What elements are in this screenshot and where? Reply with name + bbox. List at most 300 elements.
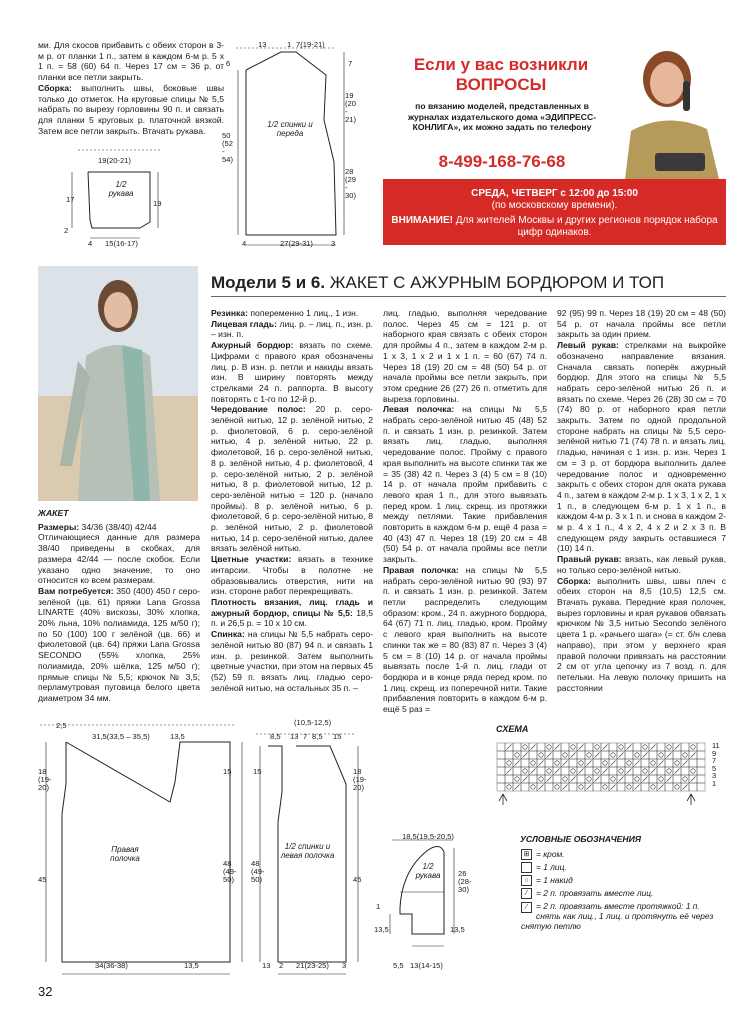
decrease-mark — [539, 785, 544, 790]
schema-cell — [625, 759, 633, 767]
schema-cell — [689, 759, 697, 767]
schema-cell — [673, 751, 681, 759]
bp-right-a: 18 (19- 20) — [353, 767, 367, 792]
schema-cell — [553, 759, 561, 767]
sleeve-pattern-outline — [372, 830, 472, 970]
schema-cell — [521, 743, 529, 751]
schema-cell — [577, 751, 585, 759]
schema-cell — [609, 775, 617, 783]
schema-cell — [649, 759, 657, 767]
back-text: на спицы № 5,5 набрать серо-зелёной нитью 80 (87) 94 п. и связать 1 изн. р. резинкой. Затем выполнить цветные участки, при этом на первых 45 (52) 59 п. вязать лиц. гладью серо-зелёной нитью, на остальных 35 п. – — [211, 629, 373, 693]
decrease-mark — [523, 777, 528, 782]
schema-cell — [681, 743, 689, 751]
schema-cell — [497, 751, 505, 759]
schema-cell — [657, 767, 665, 775]
top-diagram-name: 1/2 спинки и переда — [267, 120, 313, 138]
schema-cell — [585, 767, 593, 775]
rib-text: попеременно 1 лиц., 1 изн. — [248, 308, 359, 318]
left-sleeve-text: стрелками на выкройке обозначено направление вязания. Сначала связать поперёк ажурный бордюр. Для этого на спицы № 5,5 набрать серо-зелёной нитью 26 п. и вязать по схеме. Через 26 (28) 30 см = 70 (74) 80 р. от наборного края петли закрыть. Затем по одной продольной стороне набрать на спицы № 5,5 серо-зелёной нитью 71 (74) 78 п. и вязать лиц. гладью, начиная с 1 изн. р. изн. Через 1 см = 3 р. от бордюра выполнить далее чередование полос и одновременно закрыть с обеих сторон для оката рукава 4 п., затем в каждом 2-м р. 1 х 3, 1 х 2, 1 х 1 п., в следующем 6-м р. 1 х 1 п., в каждом 4-м р. 3 х 1 п. и снова в каждом 2-м р. 4 х 1 п., 4 х 2, 4 х 2 и 2 х 3 п. В следующем ряду закрыть оставшиеся 7 (10) 14 п. — [557, 340, 726, 554]
schema-cell — [657, 743, 665, 751]
schema-cell — [505, 783, 513, 791]
bp-top-b: 8,5 — [270, 732, 281, 741]
rf-bottom-left: 34(36-38) — [95, 961, 128, 970]
rf-left-b: 45 — [38, 875, 47, 884]
column-1 — [38, 508, 200, 704]
ad-operator-photo — [615, 41, 726, 179]
schema-cell — [657, 775, 665, 783]
schema-cell — [561, 767, 569, 775]
decrease-mark — [643, 777, 648, 782]
sizes-text: 34/36 (38/40) 42/44 — [79, 521, 157, 532]
intarsia-label: Цветные участки: — [211, 554, 292, 565]
top-diagram-left-top: 6 — [226, 59, 231, 68]
decrease-mark — [659, 761, 664, 766]
schema-cell — [633, 751, 641, 759]
schema-cell — [665, 743, 673, 751]
bp-right-b: 45 — [353, 875, 362, 884]
schema-cell — [689, 783, 697, 791]
column-3 — [383, 308, 547, 715]
yarn-over-mark — [675, 761, 679, 765]
top-left-paragraph: ми. Для скосов прибавить с обеих сторон в 3-м р. от планки 1 п., затем в каждом 6-м р. 5 х 1 п. = 58 (60) 64 п. Через 17 см = 36 р. от планки все петли закрыть. — [38, 40, 224, 83]
materials-text: 350 (400) 450 г серо-зелёной (цв. 61) пряжи Lana Grossa LINARTE (40% вискозы, 30% хлопка, 20% льна, 10% полиамида, 125 м/50 г); по 50 (100) 100 г зелёной (цв. 66) и фиолетовой (цв. 64) пряжи Lana Grossa SECONDO (55% хлопка, 25% полиамида, 20% шёлка, 125 м/50 г); прямые спицы № 5,5; крючок № 3,5; перламутровая пуговица белого цвета диаметром 34 мм. — [38, 585, 201, 703]
sp-bottom-a: 5,5 — [393, 961, 404, 970]
rf-right-a: 15 — [223, 767, 232, 776]
yarn-over-mark — [539, 777, 543, 781]
schema-cell — [513, 767, 521, 775]
left-front-label: Левая полочка: — [383, 404, 455, 415]
schema-cell — [665, 767, 673, 775]
schema-cell — [521, 783, 529, 791]
yarn-over-mark — [667, 769, 671, 773]
bp-top-c: 13 — [290, 732, 299, 741]
decrease-mark — [555, 745, 560, 750]
top-diagram-shoulder-mid: 1 — [287, 40, 292, 49]
assembly-text: выполнить швы, швы плеч с обеих сторон на 8,5 (10,5) 12,5 см. Втачать рукава. Передние края полочек, вырез горловины и края рукавов обвязать крючком № 3,5 нитью Secondo зелёного цвета 1 р. «рачьего шага» (= ст. б/н слева направо), при этом у верхнего края правой полочки привязать на расстоянии 2 см от угла цепочку из 7 возд. п. для петельки. На левую полочку пришить на расстоянии — [557, 575, 726, 693]
yarn-over-mark — [531, 761, 535, 765]
sleeve-small-small-left: 2 — [64, 226, 69, 235]
schema-cell — [593, 743, 601, 751]
schema-cell — [649, 775, 657, 783]
schema-cell — [553, 775, 561, 783]
yarn-over-mark — [523, 769, 527, 773]
yarn-over-mark — [627, 785, 631, 789]
schema-cell — [561, 743, 569, 751]
decrease-mark — [603, 769, 608, 774]
yarn-over-mark — [683, 777, 687, 781]
yarn-over-mark — [571, 745, 575, 749]
legend-title: УСЛОВНЫЕ ОБОЗНАЧЕНИЯ — [520, 834, 642, 844]
yarn-over-mark — [691, 745, 695, 749]
col3-paragraph: лиц. гладью, выполняя чередование полос. Через 45 см = 121 р. от наборного края связать с обеих сторон для проймы 4 п., затем в каждом 2-м р. 1 х 3, 1 х 2 и 1 х 1 п. = 60 (67) 74 п. Через 18 (19) 20 см = 48 (50) 54 р. от начала проймы все петли закрыть, при этом средние 26 (27) 26 п. отметить для выреза горловины. — [383, 308, 547, 404]
sleeve-small-right: 19 — [153, 199, 162, 208]
stripes-text: 20 р. серо-зелёной нитью, 12 р. зелёной нитью, 2 р. фиолетовой, 6 р. серо-зелёной нитью, 4 р. зелёной нитью, 22 р. фиолетовой, 16 р. серо-зелёной нитью, 8 р. зелёной нитью, 4 р. фиолетовой, 4 р. серо-зелёной нитью, 2 р. зелёной нитью, 8 р. фиолетовой нитью, 12 р. серо-зелёной нитью = 120 р. (начало проймы). 8 р. зелёной нитью, 6 р. фиолетовой, 6 р. серо-зелёной нитью, 8 р. зелёной нитью, 2 р. фиолетовой нитью, 14 р. серо-зелёной нитью, далее вязать зелёной нитью. — [211, 404, 373, 554]
yarn-over-mark — [579, 761, 583, 765]
yarn-over-mark — [547, 769, 551, 773]
sborka-label: Сборка: — [38, 82, 72, 93]
top-diagram-bottom-right: 3 — [331, 239, 336, 248]
intarsia-text: вязать в технике интарсии. Чтобы в полотне не образовывались отверстия, нити на изн. стороне работ перекрещивать. — [211, 554, 373, 597]
top-diagram-left-side: 50 (52 - 54) — [222, 131, 233, 164]
yarn-over-mark — [539, 753, 543, 757]
schema-cell — [633, 775, 641, 783]
schema-cell — [665, 759, 673, 767]
yarn-over-mark — [555, 785, 559, 789]
yarn-over-mark — [659, 753, 663, 757]
left-front-text: на спицы № 5,5 набрать серо-зелёной нитью 45 (48) 52 п. и связать 1 изн. р. резинкой. Затем вязать лиц. гладью, выполняя чередование полос. Пройму с правого края выполнить на высоте спинки так же = 35 (38) 42 п. Через 3 (4) 5 см = 8 (10) 14 р. от начала пройм прибавить с левого края 1 п., для этого вывязать перед кром. 1 лиц. скрещ. из протяжки между петлями. Такие прибавления повторить в каждом 6-м р. ещё 4 раза = 40 (43) 47 п. Через 18 (19) 20 см = 48 (50) 54 р. от начала проймы все петли закрыть. — [383, 404, 547, 565]
schema-cell — [665, 783, 673, 791]
decrease-mark — [515, 761, 520, 766]
legend-item: = 1 лиц. — [521, 862, 567, 873]
decrease-mark — [579, 769, 584, 774]
legend-item: ⁄ = 2 п. провязать вместе протяжкой: 1 п. снять как лиц., 1 лиц. и протянуть её через снятую петлю — [521, 901, 714, 931]
yarn-over-mark — [507, 785, 511, 789]
decrease-mark — [675, 745, 680, 750]
decrease-mark — [547, 777, 552, 782]
schema-cell — [553, 783, 561, 791]
sp-left-b: 13,5 — [374, 925, 389, 934]
schema-cell — [617, 759, 625, 767]
decrease-mark — [507, 769, 512, 774]
rf-right-top: 13,5 — [170, 732, 185, 741]
decrease-mark — [539, 761, 544, 766]
yarn-over-mark — [619, 769, 623, 773]
bp-bottom-c: 21(23-25) — [296, 961, 329, 970]
schema-cell — [617, 767, 625, 775]
schema-grid — [497, 743, 707, 803]
rib-label: Резинка: — [211, 308, 248, 318]
yarn-over-mark — [659, 777, 663, 781]
gauge-label: Плотность вязания, лиц. гладь и ажурный бордюр, спицы № 5,5: — [211, 596, 373, 618]
help-ad — [383, 41, 726, 245]
yarn-over-mark — [587, 753, 591, 757]
rf-bottom-mid: 13,5 — [184, 961, 199, 970]
rf-right-b: 48 (49- 50) — [223, 859, 237, 884]
schema-cell — [689, 767, 697, 775]
bp-top-d: 7 — [303, 732, 308, 741]
schema-cell — [577, 783, 585, 791]
ad-attention-text: Для жителей Москвы и других регионов порядок набора цифр одинаков. — [452, 215, 718, 238]
decrease-mark — [563, 761, 568, 766]
decrease-mark — [507, 745, 512, 750]
bp-name: 1/2 спинки и левая полочка — [280, 842, 335, 860]
schema-cell — [609, 751, 617, 759]
decrease-mark — [571, 753, 576, 758]
decrease-mark — [595, 777, 600, 782]
schema-cell — [529, 775, 537, 783]
schema-cell — [569, 783, 577, 791]
schema-cell — [497, 767, 505, 775]
materials-label: Вам потребуется: — [38, 585, 114, 596]
schema-cell — [529, 783, 537, 791]
sleeve-small-name: 1/2 рукава — [108, 180, 134, 198]
schema-cell — [545, 743, 553, 751]
yarn-over-mark — [579, 785, 583, 789]
bp-top-a: (10,5-12,5) — [294, 718, 332, 727]
sborka-text: выполнить швы, боковые швы только до отметок. На круговые спицы № 5,5 набрать по вырезу горловины 90 п. и связать для планки 5 круговых р. платочной вязкой. Затем все петли закрыть. Втачать рукава. — [38, 82, 224, 136]
decrease-mark — [675, 769, 680, 774]
schema-cell — [625, 783, 633, 791]
schema-cell — [641, 767, 649, 775]
sp-right: 26 (28- 30) — [458, 869, 472, 894]
decrease-mark — [611, 785, 616, 790]
schema-cell — [561, 751, 569, 759]
yarn-over-mark — [675, 785, 679, 789]
sizes-label: Размеры: — [38, 521, 80, 532]
bp-bottom-b: 2 — [279, 961, 284, 970]
schema-cell — [585, 775, 593, 783]
schema-cell — [617, 743, 625, 751]
schema-cell — [529, 751, 537, 759]
schema-cell — [521, 759, 529, 767]
rf-top-label: 2,5 — [56, 721, 67, 730]
yarn-over-mark — [595, 769, 599, 773]
schema-cell — [697, 759, 705, 767]
left-sleeve-label: Левый рукав: — [557, 340, 619, 351]
legend-item: ○ = 1 накид — [521, 875, 573, 886]
yarn-over-mark — [667, 745, 671, 749]
schema-cell — [569, 767, 577, 775]
schema-cell — [681, 751, 689, 759]
yarn-over-mark — [603, 785, 607, 789]
schema-cell — [577, 775, 585, 783]
schema-cell — [697, 743, 705, 751]
rf-left-a: 18 (19- 20) — [38, 767, 52, 792]
schema-cell — [633, 767, 641, 775]
schema-cell — [545, 767, 553, 775]
schema-cell — [601, 751, 609, 759]
yarn-over-mark — [547, 745, 551, 749]
decrease-mark — [603, 745, 608, 750]
ad-description: по вязанию моделей, представленных в журналах издательского дома «ЭДИПРЕСС-КОНЛИГА», их можно задать по телефону — [407, 101, 597, 132]
column-2 — [211, 308, 373, 693]
schema-cell — [649, 783, 657, 791]
jacket-title: ЖАКЕТ — [38, 508, 69, 518]
schema-cell — [601, 759, 609, 767]
schema-cell — [609, 767, 617, 775]
ad-title: Если у вас возникли ВОПРОСЫ — [413, 55, 589, 94]
schema-cell — [641, 743, 649, 751]
yarn-over-mark — [563, 753, 567, 757]
decrease-mark — [611, 761, 616, 766]
schema-cell — [513, 775, 521, 783]
schema-cell — [641, 783, 649, 791]
yarn-over-mark — [635, 777, 639, 781]
decrease-mark — [659, 785, 664, 790]
schema-cell — [697, 767, 705, 775]
schema-cell — [505, 775, 513, 783]
schema-cell — [561, 775, 569, 783]
schema-cell — [505, 759, 513, 767]
schema-row-label: 7 — [712, 756, 717, 766]
schema-cell — [505, 751, 513, 759]
sp-bottom-b: 13(14-15) — [410, 961, 443, 970]
schema-cell — [609, 743, 617, 751]
decrease-mark — [531, 769, 536, 774]
schema-cell — [697, 775, 705, 783]
back-label: Спинка: — [211, 629, 245, 640]
schema-row-label: 1 — [712, 778, 717, 788]
yarn-over-mark — [651, 761, 655, 765]
lace-label: Ажурный бордюр: — [211, 340, 294, 351]
schema-cell — [673, 759, 681, 767]
schema-cell — [545, 783, 553, 791]
decrease-mark — [587, 785, 592, 790]
schema-cell — [497, 759, 505, 767]
decrease-mark — [547, 753, 552, 758]
schema-cell — [513, 751, 521, 759]
yarn-over-mark — [611, 753, 615, 757]
model-photo — [38, 266, 198, 501]
schema-cell — [569, 759, 577, 767]
right-front-text: на спицы № 5,5 набрать серо-зелёной нитью 90 (93) 97 п. и связать 1 изн. р. резинкой. Затем петли распределить следующим образом: кром., 24 п. ажурного бордюра, 64 (67) 71 п. лиц. гладью, кром. Пройму с левого края выполнить на высоте спинки так же = 80 (83) 87 п. Через 3 (4) 5 см = 8 (10) 14 р. от начала проймы вывязать после 1-й п. лиц. глади от бордюра и в конце ряда перед кром. по 1 лиц. скрещ. из поперечной нити. Такие прибавления повторить в каждом 6-м р. ещё 5 раз = — [383, 564, 547, 715]
yarn-over-mark — [627, 761, 631, 765]
decrease-mark — [635, 785, 640, 790]
sp-name: 1/2 рукава — [415, 862, 441, 880]
decrease-mark — [691, 777, 696, 782]
sp-top: 18,5(19,5-20,5) — [402, 832, 454, 841]
yarn-over-mark — [515, 753, 519, 757]
yarn-over-mark — [643, 769, 647, 773]
schema-cell — [601, 775, 609, 783]
ad-schedule-1: СРЕДА, ЧЕТВЕРГ с 12:00 до 15:00 — [471, 188, 638, 199]
decrease-mark — [627, 769, 632, 774]
top-diagram-shoulder-left: 13 — [258, 40, 267, 49]
heading-models: Модели 5 и 6. — [211, 273, 326, 292]
repeat-arrow-icon — [499, 794, 507, 805]
yarn-over-mark — [683, 753, 687, 757]
schema-cell — [529, 759, 537, 767]
schema-row-label: 3 — [712, 771, 717, 781]
decrease-mark — [531, 745, 536, 750]
knit-stitch-icon — [521, 862, 532, 873]
schema-cell — [625, 751, 633, 759]
schema-cell — [577, 759, 585, 767]
top-diagram-bottom-mid: 27(29-31) — [280, 239, 313, 248]
heading-title: ЖАКЕТ С АЖУРНЫМ БОРДЮРОМ И ТОП — [325, 273, 665, 292]
schema-row-label: 5 — [712, 763, 717, 773]
decrease-mark — [651, 745, 656, 750]
top-diagram-right-a: 19 (20 - 21) — [345, 91, 356, 124]
ad-phone: 8-499-168-76-68 — [438, 152, 566, 171]
decrease-mark — [515, 785, 520, 790]
schema-cell — [689, 743, 697, 751]
decrease-mark — [683, 761, 688, 766]
schema-cell — [593, 783, 601, 791]
schema-cell — [625, 775, 633, 783]
legend-item: ⊞ = кром. — [521, 849, 565, 860]
top-diagram-shoulder-right: 7(19-21) — [296, 40, 325, 49]
stripes-label: Чередование полос: — [211, 404, 306, 415]
yarn-over-mark — [643, 745, 647, 749]
yarn-over-mark — [563, 777, 567, 781]
schema-cell — [633, 743, 641, 751]
schema-row-label: 11 — [712, 741, 720, 750]
decrease-mark — [619, 753, 624, 758]
assembly-label: Сборка: — [557, 575, 591, 586]
decrease-mark — [627, 745, 632, 750]
yarn-over-mark — [611, 777, 615, 781]
schema-cell — [697, 751, 705, 759]
page-number: 32 — [38, 984, 53, 999]
top-diagram-right-top: 7 — [348, 59, 353, 68]
yarn-over-mark — [651, 785, 655, 789]
decrease-mark — [555, 769, 560, 774]
legend-item: ⁄ = 2 п. провязать вместе лиц. — [521, 888, 653, 899]
decrease-mark — [635, 761, 640, 766]
k2tog-icon: ⁄ — [521, 888, 532, 899]
column-4 — [557, 308, 726, 693]
yarn-over-mark — [515, 777, 519, 781]
yarn-over-mark — [619, 745, 623, 749]
yarn-over-mark — [587, 777, 591, 781]
schema-cell — [585, 743, 593, 751]
schema-cell — [673, 783, 681, 791]
schema-cell — [537, 775, 545, 783]
yarn-over-icon: ○ — [521, 875, 532, 886]
bp-bottom-d: 3 — [342, 961, 347, 970]
article-heading — [211, 270, 726, 296]
decrease-mark — [651, 769, 656, 774]
right-front-label: Правая полочка: — [383, 564, 459, 575]
sp-left-a: 1 — [376, 902, 381, 911]
sizes-note: Отличающиеся данные для размера 38/40 приведены в скобках, для размера 42/44 — после скобок. Если указано одно значение, то оно относится ко всем размерам. — [38, 532, 200, 586]
decrease-mark — [691, 753, 696, 758]
decrease-mark — [667, 777, 672, 782]
edge-stitch-icon: ⊞ — [521, 849, 532, 860]
yarn-over-mark — [531, 785, 535, 789]
schema-cell — [553, 751, 561, 759]
yarn-over-mark — [603, 761, 607, 765]
sleeve-small-outline — [60, 150, 190, 250]
ad-schedule-2: (по московскому времени). — [491, 200, 618, 211]
decrease-mark — [643, 753, 648, 758]
schema-cell — [497, 775, 505, 783]
top-left-text — [38, 40, 224, 136]
lace-text: вязать по схеме. Цифрами с правого края обозначены лиц. р. В изн. р. петли и накиды вязать изн. В ширину повторять между стрелками 24 п. раппорта. В высоту повторять с 1-го по 12-й р. — [211, 340, 373, 404]
right-sleeve-text: вязать, как левый рукав, но только серо-зелёной нитью. — [557, 554, 727, 575]
top-diagram-right-b: 28 (29 - 30) — [345, 167, 356, 200]
schema-cell — [497, 743, 505, 751]
schema-cell — [641, 759, 649, 767]
schema-cell — [497, 783, 505, 791]
rf-name: Правая полочка — [110, 845, 140, 863]
sleeve-small-top: 19(20-21) — [98, 156, 131, 165]
yarn-over-mark — [555, 761, 559, 765]
repeat-arrow-icon — [687, 794, 695, 805]
bp-left-a: 15 — [253, 767, 262, 776]
bp-left-b: 48 (49- 50) — [251, 859, 265, 884]
schema-cell — [657, 751, 665, 759]
operator-illustration — [615, 41, 726, 179]
schema-cell — [593, 767, 601, 775]
ad-attention-label: ВНИМАНИЕ! — [391, 215, 453, 226]
bp-bottom-a: 13 — [262, 961, 271, 970]
schema-cell — [513, 743, 521, 751]
heading-rule — [211, 296, 726, 297]
schema-cell — [673, 775, 681, 783]
ssk-icon: ⁄ — [521, 902, 532, 913]
yarn-over-mark — [507, 761, 511, 765]
schema-cell — [569, 743, 577, 751]
decrease-mark — [571, 777, 576, 782]
schema-cell — [681, 775, 689, 783]
decrease-mark — [587, 761, 592, 766]
top-diagram-bottom-left: 4 — [242, 239, 247, 248]
schema-cell — [537, 767, 545, 775]
schema-cell — [601, 783, 609, 791]
rf-top-mid: 31,5(33,5 – 35,5) — [92, 732, 150, 741]
